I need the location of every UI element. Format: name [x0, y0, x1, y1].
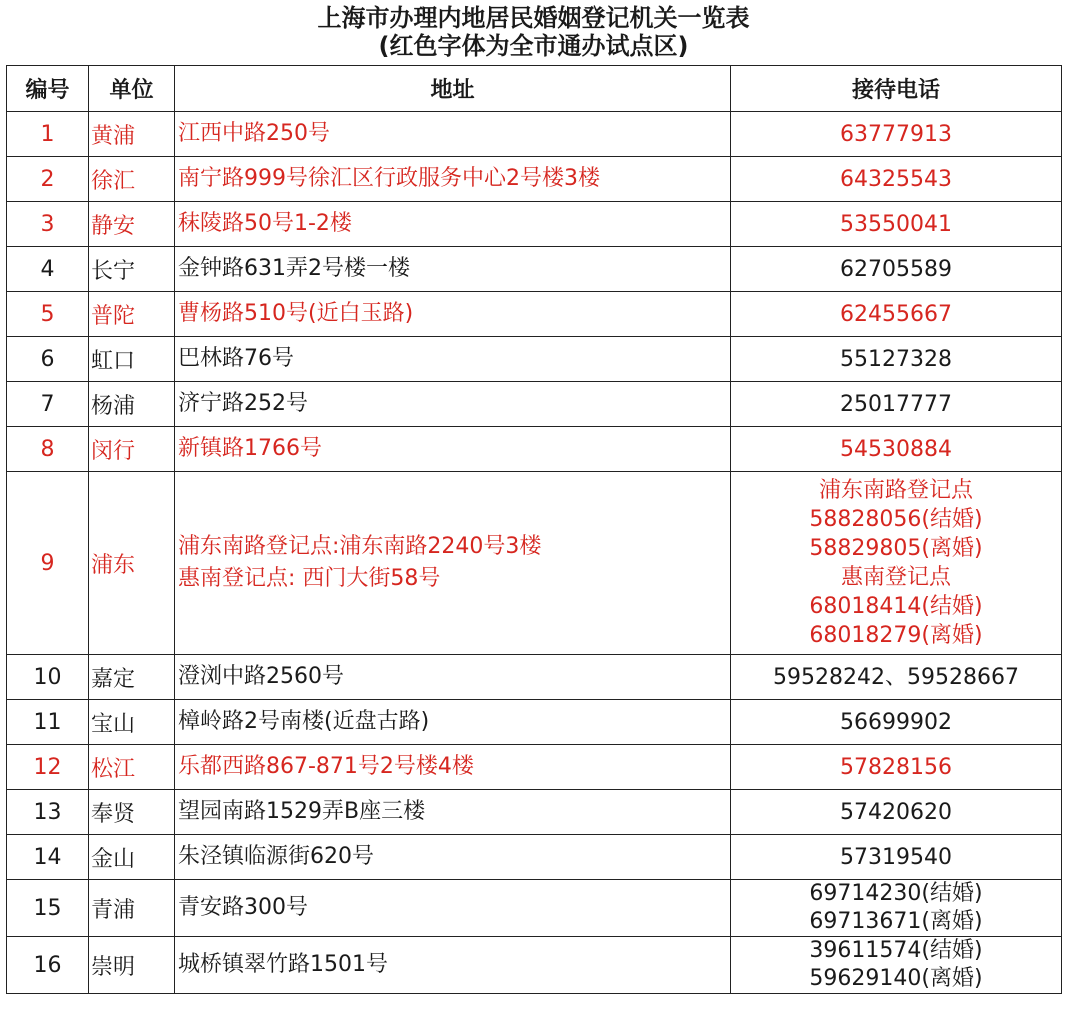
row-number: 11	[7, 700, 89, 745]
table-row	[7, 337, 1062, 382]
row-district: 浦东	[89, 472, 175, 655]
row-address	[175, 247, 731, 292]
row-address	[175, 157, 731, 202]
row-district: 闵行	[89, 427, 175, 472]
row-number: 2	[7, 157, 89, 202]
row-phone	[731, 202, 1062, 247]
phone-line: 55127328	[840, 346, 952, 372]
table-row	[7, 880, 1062, 937]
header-address: 地址	[175, 66, 731, 112]
header-number: 编号	[7, 66, 89, 112]
phone-line: 58828056(结婚)	[809, 507, 983, 532]
phone-line: 54530884	[840, 436, 952, 462]
phone-line: 56699902	[840, 709, 952, 735]
page-title	[0, 4, 1067, 60]
row-phone	[731, 937, 1062, 994]
row-address	[175, 337, 731, 382]
row-number: 14	[7, 835, 89, 880]
row-phone	[731, 745, 1062, 790]
row-phone	[731, 382, 1062, 427]
row-district: 黄浦	[89, 112, 175, 157]
table-row	[7, 700, 1062, 745]
table-row	[7, 745, 1062, 790]
row-address	[175, 700, 731, 745]
row-district: 静安	[89, 202, 175, 247]
row-number: 1	[7, 112, 89, 157]
address-line: 秣陵路50号1-2楼	[178, 211, 352, 236]
address-line: 济宁路252号	[178, 391, 308, 416]
row-number: 8	[7, 427, 89, 472]
address-line: 樟岭路2号南楼(近盘古路)	[178, 709, 430, 734]
row-district: 崇明	[89, 937, 175, 994]
row-number: 6	[7, 337, 89, 382]
row-phone	[731, 247, 1062, 292]
phone-line: 63777913	[840, 121, 952, 147]
row-phone	[731, 700, 1062, 745]
table-row	[7, 472, 1062, 655]
address-line: 新镇路1766号	[178, 436, 322, 461]
address-line: 望园南路1529弄B座三楼	[178, 799, 426, 824]
row-district: 奉贤	[89, 790, 175, 835]
row-phone	[731, 337, 1062, 382]
row-phone	[731, 427, 1062, 472]
phone-line: 53550041	[840, 211, 952, 237]
row-district: 普陀	[89, 292, 175, 337]
row-number: 4	[7, 247, 89, 292]
row-number: 12	[7, 745, 89, 790]
phone-line: 69713671(离婚)	[809, 909, 983, 934]
phone-line: 惠南登记点	[840, 565, 951, 590]
phone-line: 39611574(结婚)	[809, 938, 983, 963]
row-address	[175, 835, 731, 880]
row-district: 嘉定	[89, 655, 175, 700]
table-body	[7, 112, 1062, 994]
row-phone	[731, 655, 1062, 700]
phone-line: 59528242、59528667	[773, 664, 1019, 690]
row-address	[175, 937, 731, 994]
row-number: 7	[7, 382, 89, 427]
address-line: 曹杨路510号(近白玉路)	[178, 301, 414, 326]
phone-line: 62455667	[840, 301, 952, 327]
row-address	[175, 790, 731, 835]
table-row	[7, 112, 1062, 157]
row-district: 松江	[89, 745, 175, 790]
row-phone	[731, 880, 1062, 937]
phone-line: 57828156	[840, 754, 952, 780]
table-row	[7, 202, 1062, 247]
row-address	[175, 382, 731, 427]
address-line: 巴林路76号	[178, 346, 294, 371]
row-district: 金山	[89, 835, 175, 880]
address-line: 金钟路631弄2号楼一楼	[178, 256, 410, 281]
table-row	[7, 247, 1062, 292]
row-address	[175, 880, 731, 937]
phone-line: 25017777	[840, 391, 952, 417]
table-row	[7, 292, 1062, 337]
title-line-1: 上海市办理内地居民婚姻登记机关一览表	[317, 4, 750, 32]
row-number: 13	[7, 790, 89, 835]
row-address	[175, 427, 731, 472]
address-line: 青安路300号	[178, 895, 308, 920]
row-address	[175, 202, 731, 247]
row-district: 长宁	[89, 247, 175, 292]
table-row	[7, 790, 1062, 835]
phone-line: 58829805(离婚)	[809, 536, 983, 561]
row-number: 5	[7, 292, 89, 337]
row-phone	[731, 112, 1062, 157]
row-number: 9	[7, 472, 89, 655]
row-phone	[731, 157, 1062, 202]
phone-line: 69714230(结婚)	[809, 881, 983, 906]
row-number: 3	[7, 202, 89, 247]
header-phone: 接待电话	[731, 66, 1062, 112]
address-line: 南宁路999号徐汇区行政服务中心2号楼3楼	[178, 166, 600, 191]
row-address	[175, 112, 731, 157]
table-row	[7, 937, 1062, 994]
row-phone	[731, 835, 1062, 880]
row-district: 杨浦	[89, 382, 175, 427]
row-district: 徐汇	[89, 157, 175, 202]
row-number: 16	[7, 937, 89, 994]
row-address	[175, 745, 731, 790]
row-district: 青浦	[89, 880, 175, 937]
address-line: 澄浏中路2560号	[178, 664, 344, 689]
phone-line: 浦东南路登记点	[818, 478, 973, 503]
row-address	[175, 292, 731, 337]
phone-line: 59629140(离婚)	[809, 966, 983, 991]
phone-line: 57319540	[840, 844, 952, 870]
phone-line: 64325543	[840, 166, 952, 192]
title-line-2: (红色字体为全市通办试点区)	[378, 32, 689, 60]
address-line: 浦东南路登记点:浦东南路2240号3楼	[178, 534, 542, 559]
phone-line: 57420620	[840, 799, 952, 825]
table-row	[7, 427, 1062, 472]
table-header-row	[7, 66, 1062, 112]
row-address	[175, 655, 731, 700]
row-phone	[731, 790, 1062, 835]
table-row	[7, 157, 1062, 202]
row-phone	[731, 292, 1062, 337]
address-line: 乐都西路867-871号2号楼4楼	[178, 754, 474, 779]
row-district: 宝山	[89, 700, 175, 745]
address-line: 城桥镇翠竹路1501号	[178, 952, 388, 977]
row-number: 15	[7, 880, 89, 937]
header-district: 单位	[89, 66, 175, 112]
address-line: 江西中路250号	[178, 121, 330, 146]
table-row	[7, 382, 1062, 427]
registry-table	[6, 65, 1062, 994]
phone-line: 62705589	[840, 256, 952, 282]
table-row	[7, 835, 1062, 880]
row-phone	[731, 472, 1062, 655]
phone-line: 68018279(离婚)	[809, 623, 983, 648]
address-line: 朱泾镇临源街620号	[178, 844, 374, 869]
row-district: 虹口	[89, 337, 175, 382]
row-number: 10	[7, 655, 89, 700]
table-row	[7, 655, 1062, 700]
address-line: 惠南登记点: 西门大街58号	[178, 566, 441, 591]
phone-line: 68018414(结婚)	[809, 594, 983, 619]
row-address	[175, 472, 731, 655]
